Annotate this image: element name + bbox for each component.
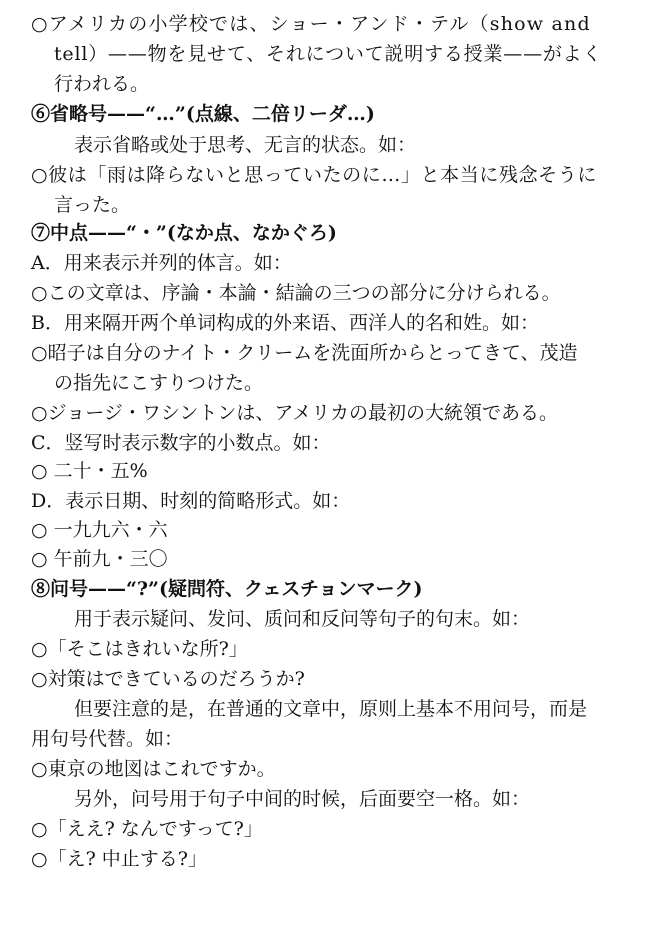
example-line: 行われる。	[54, 73, 150, 95]
usage-label-c: C．竖写时表示数字的小数点。如：	[31, 432, 331, 454]
usage-label-d: D．表示日期、时刻的简略形式。如：	[31, 490, 351, 512]
example-line: 言った。	[54, 194, 131, 216]
example-line: ○昭子は自分のナイト・クリームを洗面所からとってきて、茂造	[31, 342, 578, 364]
note-paragraph: 但要注意的是，在普通的文章中，原则上基本不用问号，而是	[74, 698, 588, 720]
example-line: ○東京の地図はこれですか。	[31, 758, 276, 780]
example-line: tell）——物を見せて、それについて説明する授業——がよく	[54, 43, 603, 65]
example-line: の指先にこすりつけた。	[54, 372, 264, 394]
example-line: ○対策はできているのだろうか?	[31, 668, 305, 690]
note-paragraph: 用句号代替。如：	[31, 728, 184, 750]
usage-label-a: A．用来表示并列的体言。如：	[31, 252, 292, 274]
example-line: ○この文章は、序論・本論・結論の三つの部分に分けられる。	[31, 282, 561, 304]
example-line-vertical-decimal: ○ 二十・五%	[31, 460, 148, 482]
example-line-time: ○ 午前九・三〇	[31, 548, 168, 570]
example-line: ○「ええ? なんですって?」	[31, 818, 263, 840]
example-line: ○彼は「雨は降らないと思っていたのに…」と本当に残念そうに	[31, 164, 597, 186]
section-description: 用于表示疑问、发问、质问和反问等句子的句末。如：	[74, 608, 531, 630]
example-line-date: ○ 一九九六・六	[31, 519, 168, 541]
example-line: ○「そこはきれいな所?」	[31, 638, 248, 660]
example-line: ○「え? 中止する?」	[31, 848, 207, 870]
usage-label-b: B．用来隔开两个单词构成的外来语、西洋人的名和姓。如：	[31, 312, 539, 334]
section-description: 表示省略或处于思考、无言的状态。如：	[74, 134, 417, 156]
example-line: ○アメリカの小学校では、ショー・アンド・テル（show and	[31, 13, 591, 35]
section-heading-ellipsis: ⑥省略号——“…”(点線、二倍リーダ…)	[31, 103, 375, 125]
example-line: ○ジョージ・ワシントンは、アメリカの最初の大統領である。	[31, 402, 559, 424]
section-heading-question-mark: ⑧问号——“?”(疑問符、クェスチョンマーク)	[31, 578, 423, 600]
section-heading-middle-dot: ⑦中点——“・”(なか点、なかぐろ)	[31, 222, 337, 244]
note-paragraph: 另外，问号用于句子中间的时候，后面要空一格。如：	[74, 788, 531, 810]
